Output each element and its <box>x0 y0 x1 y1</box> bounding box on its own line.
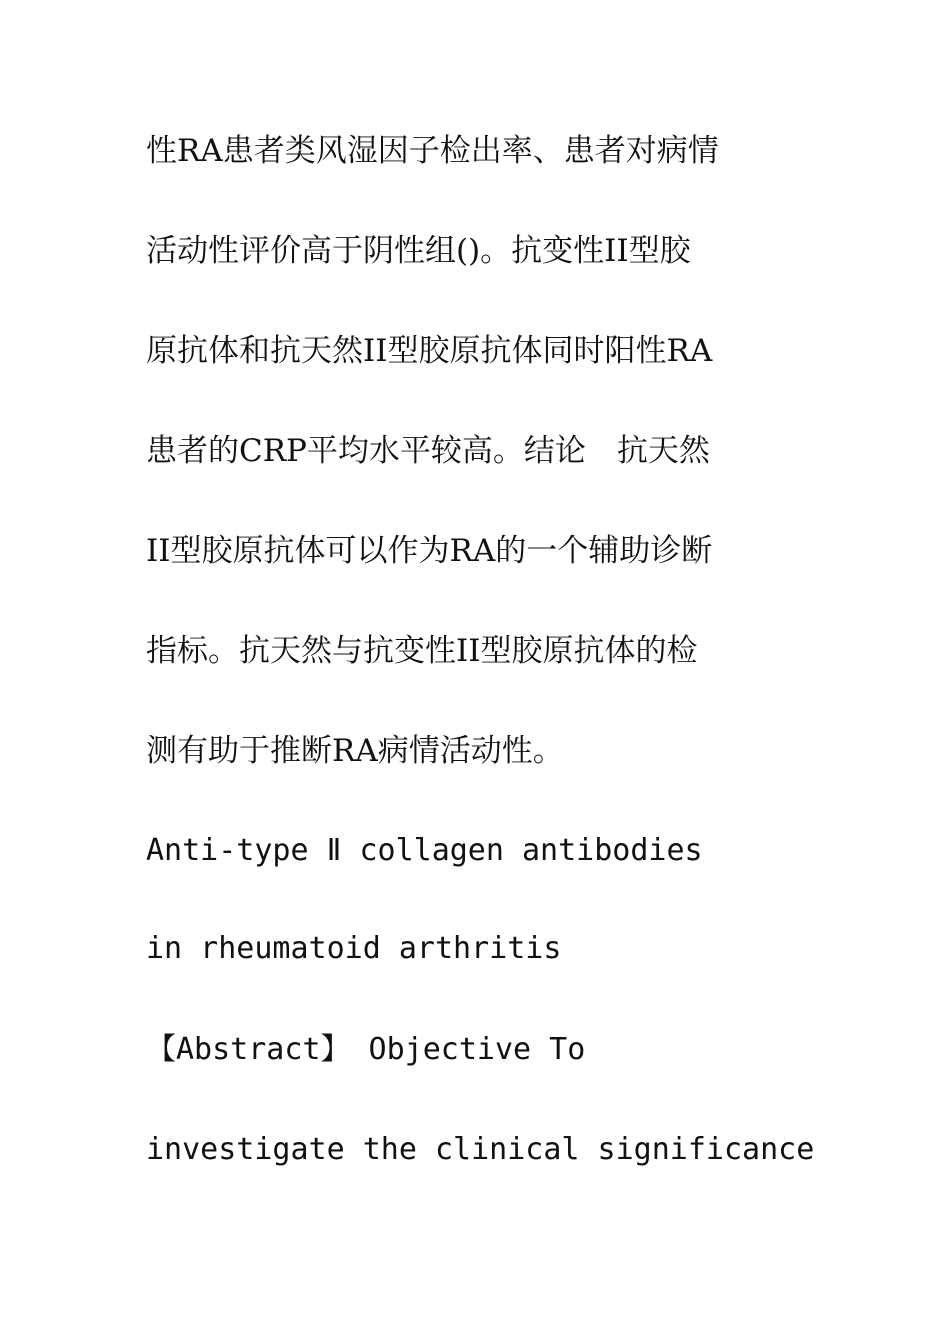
english-title-line-2: in rheumatoid arthritis <box>146 931 562 966</box>
text-line-7: 测有助于推断RA病情活动性。 <box>146 733 564 769</box>
text-line-5: II型胶原抗体可以作为RA的一个辅助诊断 <box>146 533 713 569</box>
abstract-text-line: investigate the clinical significance <box>146 1132 815 1167</box>
text-line-6: 指标。抗天然与抗变性II型胶原抗体的检 <box>146 633 698 669</box>
abstract-heading-line: 【Abstract】 Objective To <box>146 1032 586 1067</box>
english-title-line-1: Anti-type Ⅱ collagen antibodies <box>146 833 703 868</box>
text-line-4: 患者的CRP平均水平较高。结论 抗天然 <box>146 433 710 469</box>
text-line-2: 活动性评价高于阴性组()。抗变性II型胶 <box>146 233 691 269</box>
text-line-3: 原抗体和抗天然II型胶原抗体同时阳性RA <box>146 333 713 369</box>
text-line-1: 性RA患者类风湿因子检出率、患者对病情 <box>146 133 719 169</box>
